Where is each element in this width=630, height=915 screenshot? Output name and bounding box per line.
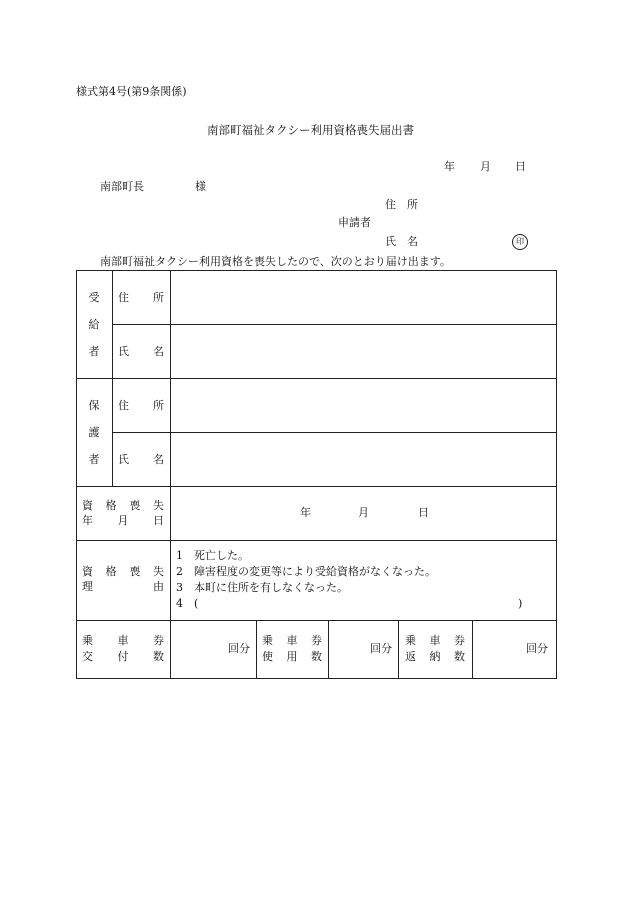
guardian-label: 保 護 者 — [88, 399, 100, 466]
reason-option-4[interactable]: 4 ( — [176, 597, 199, 610]
addressee-name: 南部町長 — [100, 180, 144, 193]
recipient-name-label: 氏 名 — [118, 345, 164, 358]
seal-mark: 印 — [512, 234, 528, 250]
statement: 南部町福祉タクシー利用資格を喪失したので、次のとおり届け出ます。 — [100, 255, 451, 268]
tickets-returned-unit: 回分 — [526, 642, 548, 655]
date-month-label: 月 — [480, 160, 491, 173]
date-year-label: 年 — [444, 160, 455, 173]
tickets-issued-unit: 回分 — [228, 642, 250, 655]
addressee-honorific: 様 — [195, 180, 206, 193]
reason-option-2[interactable]: 2 障害程度の変更等により受給資格がなくなった。 — [176, 565, 436, 578]
applicant-label: 申請者 — [338, 216, 371, 229]
guardian-name-field[interactable] — [172, 434, 554, 484]
guardian-address-label: 住 所 — [118, 399, 164, 412]
applicant-address-label: 住 所 — [385, 198, 418, 211]
date-day-label: 日 — [515, 160, 526, 173]
recipient-address-label: 住 所 — [118, 291, 164, 304]
loss-date-month-label: 月 — [358, 506, 369, 519]
reason-option-3[interactable]: 3 本町に住所を有しなくなった。 — [176, 581, 348, 594]
tickets-used-unit: 回分 — [370, 642, 392, 655]
loss-date-day-label: 日 — [418, 506, 429, 519]
applicant-name-label: 氏 名 — [385, 235, 418, 248]
guardian-address-field[interactable] — [172, 380, 554, 430]
guardian-name-label: 氏 名 — [118, 453, 164, 466]
form-number: 様式第4号(第9条関係) — [76, 85, 187, 98]
recipient-address-field[interactable] — [172, 272, 554, 322]
loss-date-year-label: 年 — [300, 506, 311, 519]
reason-option-1[interactable]: 1 死亡した。 — [176, 549, 249, 562]
form-title: 南部町福祉タクシー利用資格喪失届出書 — [207, 123, 414, 137]
recipient-label: 受 給 者 — [88, 291, 100, 358]
reason-option-4-close: ) — [518, 597, 523, 610]
recipient-name-field[interactable] — [172, 326, 554, 376]
